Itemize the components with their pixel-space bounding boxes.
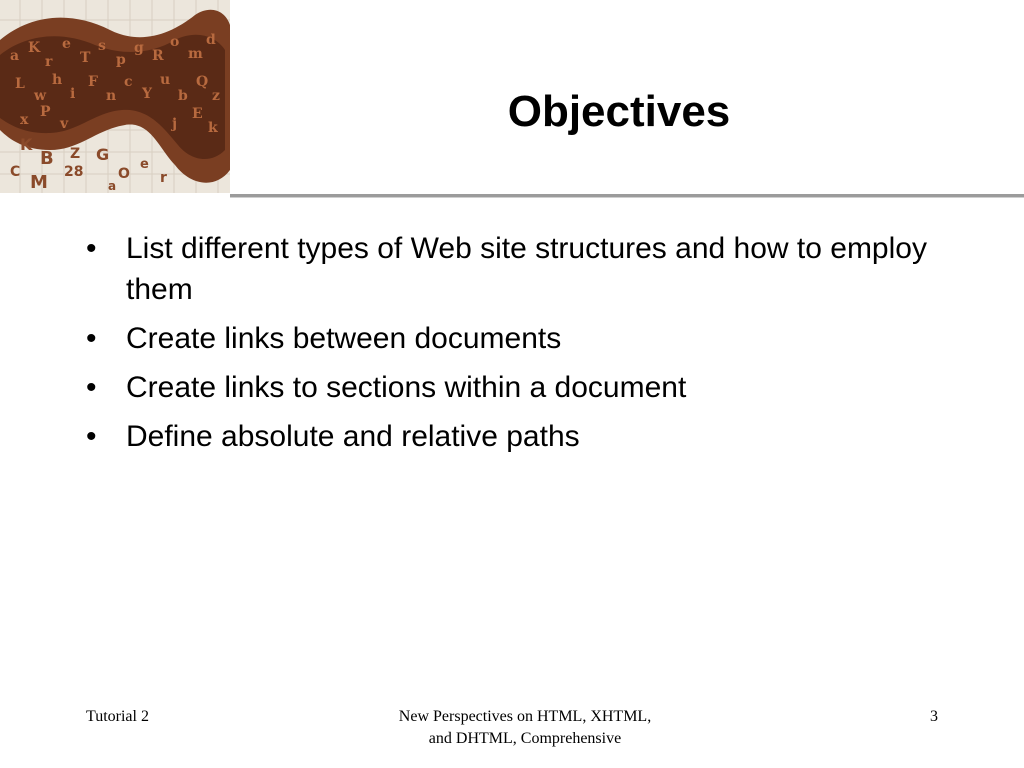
svg-text:28: 28 — [64, 164, 84, 180]
svg-text:k: k — [208, 120, 218, 136]
svg-text:z: z — [212, 88, 220, 104]
svg-text:m: m — [188, 46, 203, 62]
page-number: 3 — [930, 708, 938, 725]
svg-text:Y: Y — [142, 86, 152, 102]
svg-text:d: d — [206, 32, 216, 48]
svg-text:T: T — [80, 50, 91, 66]
svg-text:i: i — [70, 86, 76, 102]
footer-book-title-line2: and DHTML, Comprehensive — [428, 730, 622, 747]
bullet-icon: • — [86, 232, 97, 265]
svg-text:B: B — [40, 148, 54, 169]
title-divider — [230, 194, 1024, 198]
footer-book-title — [340, 706, 710, 750]
svg-text:x: x — [20, 112, 29, 128]
svg-text:o: o — [170, 34, 180, 50]
footer-tutorial-label: Tutorial 2 — [86, 708, 149, 725]
svg-text:K: K — [20, 135, 33, 154]
svg-text:M: M — [30, 172, 48, 193]
svg-text:R: R — [152, 48, 164, 64]
svg-text:G: G — [96, 145, 110, 164]
objectives-list — [86, 228, 936, 465]
list-item — [86, 416, 936, 457]
svg-text:j: j — [172, 116, 178, 132]
svg-text:h: h — [52, 72, 63, 88]
list-item-text: Define absolute and relative paths — [126, 420, 580, 453]
list-item-text: List different types of Web site structures and how to employ them — [126, 232, 927, 306]
svg-text:Z: Z — [70, 146, 81, 162]
svg-text:v: v — [60, 116, 69, 132]
svg-text:r: r — [45, 54, 53, 70]
svg-text:p: p — [116, 52, 126, 68]
svg-text:a: a — [108, 179, 117, 193]
svg-text:w: w — [34, 88, 47, 104]
list-item-text: Create links between documents — [126, 322, 562, 355]
list-item — [86, 367, 936, 408]
svg-text:L: L — [15, 76, 25, 92]
list-item-text: Create links to sections within a document — [126, 371, 687, 404]
svg-text:s: s — [98, 38, 106, 54]
svg-text:n: n — [106, 88, 117, 104]
svg-text:e: e — [140, 157, 149, 172]
svg-text:a: a — [10, 48, 20, 64]
svg-text:b: b — [178, 88, 188, 104]
bullet-icon: • — [86, 322, 97, 355]
svg-text:e: e — [62, 36, 71, 52]
bullet-icon: • — [86, 420, 97, 453]
svg-text:O: O — [118, 166, 130, 182]
list-item — [86, 318, 936, 359]
list-item — [86, 228, 936, 310]
svg-text:g: g — [134, 40, 144, 56]
svg-text:K: K — [28, 40, 41, 56]
svg-text:Q: Q — [196, 74, 209, 90]
footer-book-title-line1: New Perspectives on HTML, XHTML, — [398, 708, 652, 725]
svg-text:C: C — [10, 164, 21, 180]
svg-text:P: P — [40, 104, 51, 120]
svg-text:r: r — [160, 170, 167, 186]
svg-text:c: c — [124, 74, 133, 90]
svg-text:E: E — [192, 106, 203, 122]
bullet-icon: • — [86, 371, 97, 404]
svg-text:F: F — [88, 74, 98, 90]
svg-text:u: u — [160, 72, 171, 88]
slide-title: Objectives — [507, 87, 731, 136]
